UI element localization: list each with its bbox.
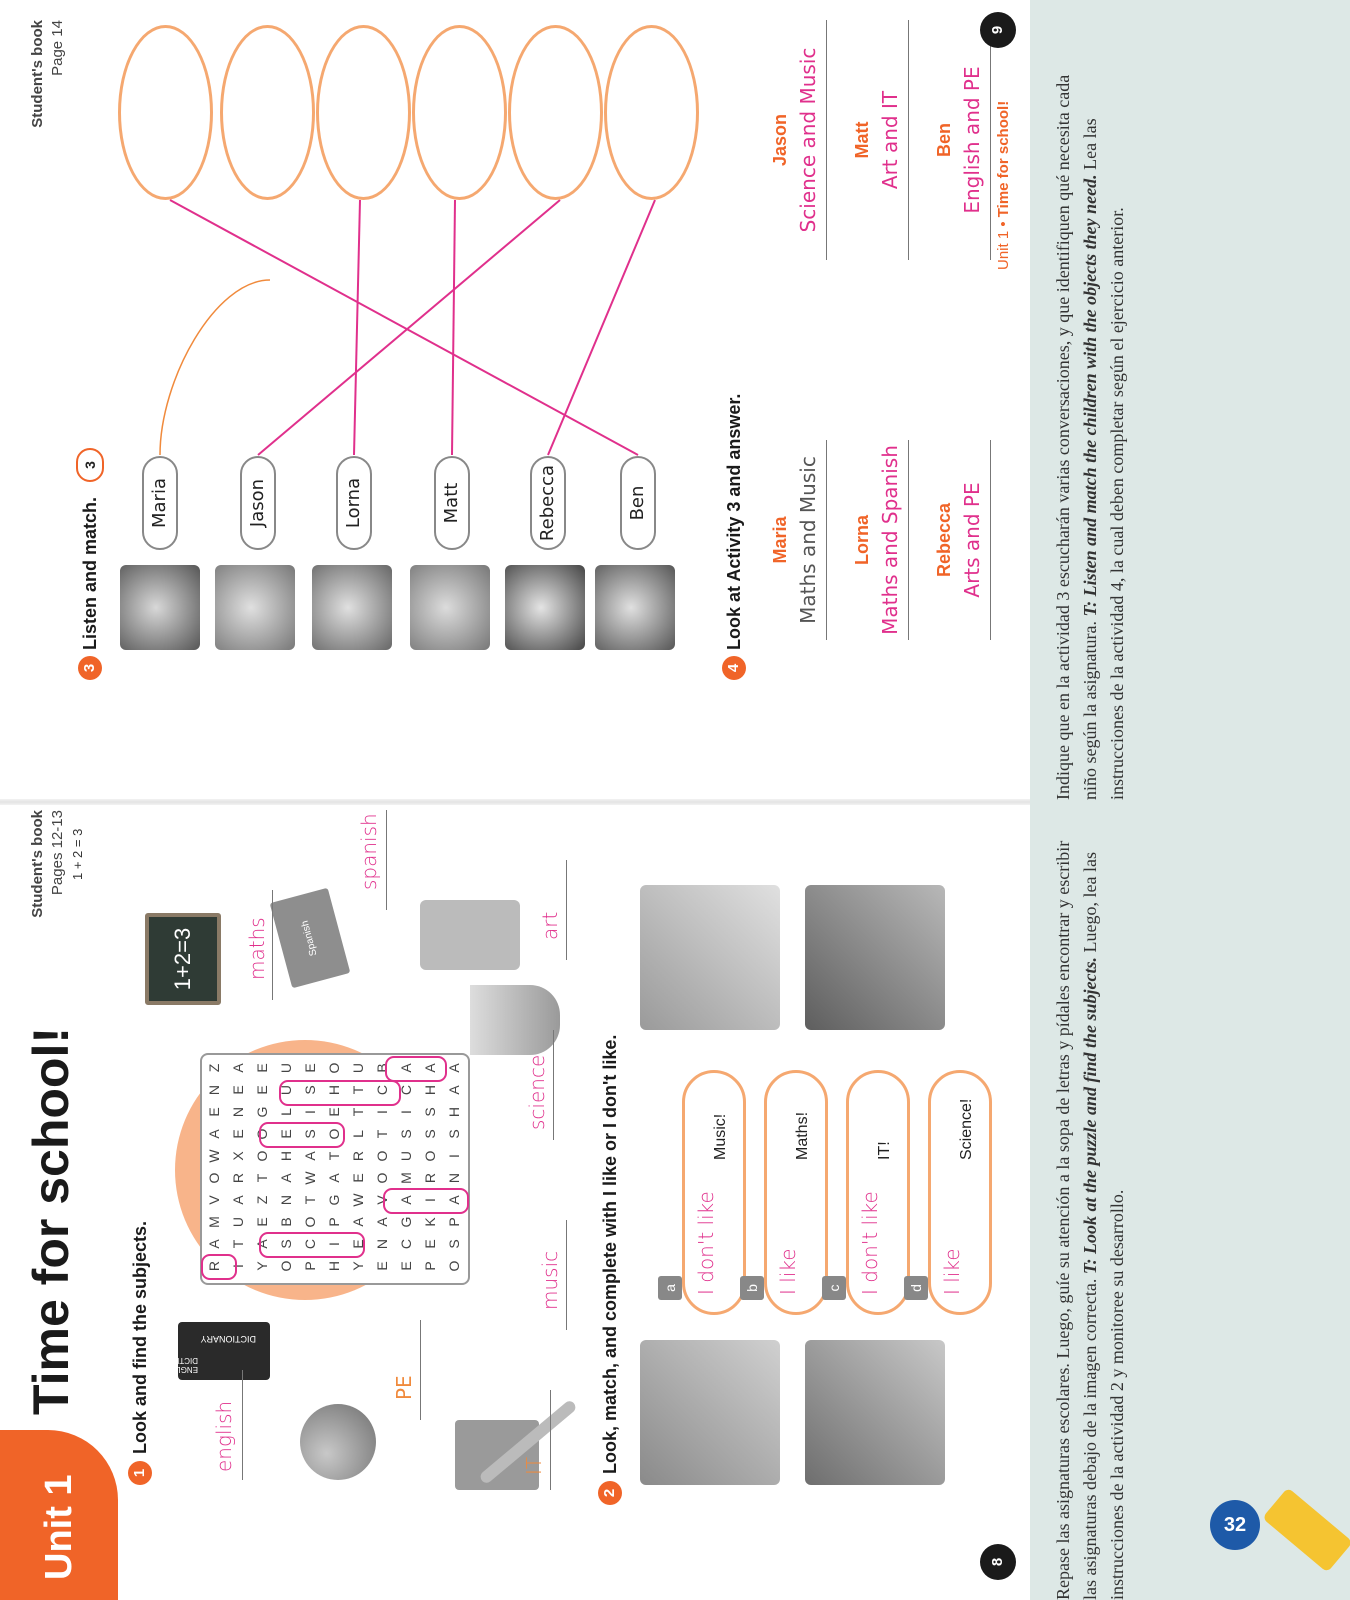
grid-letter: S (446, 1129, 462, 1139)
grid-letter: R (350, 1150, 366, 1162)
grid-letter: Z (206, 1063, 222, 1073)
dictionary-cover-text: ENGLISH DICTIONARY (148, 1356, 198, 1374)
grid-letter: S (422, 1129, 438, 1139)
sb-ref-title: Student's book (29, 810, 46, 918)
match-line-lorna (354, 200, 360, 455)
grid-letter: E (254, 1085, 270, 1095)
grid-letter: C (302, 1238, 318, 1250)
spanish-book-image (270, 888, 351, 989)
match-line-rebecca (548, 200, 655, 455)
activity-1-instruction: Look and find the subjects. (130, 1220, 150, 1454)
answer-line (908, 20, 909, 260)
name-chip-rebecca[interactable]: Rebecca (530, 456, 566, 550)
answer-line (908, 440, 909, 640)
grid-letter: L (278, 1108, 294, 1116)
grid-letter: I (326, 1242, 342, 1246)
objects-oval-board-recorder[interactable] (220, 25, 315, 200)
grid-letter: R (206, 1260, 222, 1272)
grid-letter: A (446, 1063, 462, 1073)
match-line-matt (452, 200, 455, 455)
grid-letter: R (422, 1172, 438, 1184)
circle-maths (202, 1255, 236, 1279)
grid-letter: V (206, 1195, 222, 1205)
sb-ref-title-right: Student's book (29, 20, 46, 128)
match-line-jason (258, 200, 560, 455)
match-line-maria (160, 280, 270, 455)
grid-letter: C (398, 1084, 414, 1096)
grid-letter: S (302, 1129, 318, 1139)
grid-letter: E (350, 1239, 366, 1249)
match-line-ben (170, 200, 638, 455)
grid-letter: A (446, 1195, 462, 1205)
answer-line (990, 440, 991, 640)
notes-left-text-2: Luego, lea las instrucciones de la actividad 2 y monitoree su desarrollo. (1080, 851, 1127, 1600)
notes-left-text-1: Repase las asignaturas escolares. Luego, guíe su atención a la sopa de letras y pídales encontrar y escribir las asignaturas debajo de la imagen correcta. (1053, 840, 1100, 1600)
activity-2-instruction: Look, match, and complete with I like or I don't like. (600, 1034, 620, 1474)
activity-1-number: 1 (128, 1461, 152, 1485)
grid-letter: T (326, 1151, 342, 1161)
answer-text-rebecca: Arts and PE (960, 482, 984, 598)
grid-letter: P (446, 1217, 462, 1227)
grid-letter: U (230, 1216, 246, 1228)
activity-4-number: 4 (722, 656, 746, 680)
notes-right-text-2: Lea las instrucciones de la actividad 4, la cual deben completar según el ejercicio anterior. (1080, 118, 1127, 800)
grid-letter: T (302, 1195, 318, 1205)
grid-letter: O (302, 1216, 318, 1228)
grid-letter: E (350, 1173, 366, 1183)
grid-letter: H (422, 1084, 438, 1096)
answer-pe: PE (392, 1375, 416, 1400)
grid-letter: B (374, 1063, 390, 1073)
answer-line (272, 890, 273, 1000)
circle-art (386, 1057, 446, 1081)
grid-letter: I (230, 1264, 246, 1268)
item-b-letter: b (740, 1276, 764, 1300)
sb-ref-pages: Pages 12-13 (49, 810, 66, 896)
grid-letter: O (326, 1062, 342, 1074)
grid-letter: T (254, 1173, 270, 1183)
grid-letter: A (350, 1217, 366, 1227)
laptop-image (455, 1420, 539, 1490)
grid-letter: I (398, 1110, 414, 1114)
answer-spanish: spanish (357, 813, 381, 890)
grid-letter: A (398, 1063, 414, 1073)
name-chip-maria[interactable]: Maria (142, 456, 178, 550)
photo-boy-maths-board (805, 885, 945, 1030)
answer-it: IT (522, 1456, 546, 1475)
grid-letter: E (230, 1129, 246, 1139)
notes-left-emphasis: T: Look at the puzzle and find the subjects. (1080, 956, 1100, 1275)
item-c-subject: IT! (876, 1141, 893, 1160)
item-b-subject: Maths! (794, 1111, 811, 1160)
activity-3-number: 3 (78, 656, 102, 680)
grid-letter: N (446, 1172, 462, 1184)
footer-unit: Unit 1 (995, 230, 1012, 270)
grid-letter: E (398, 1261, 414, 1271)
grid-letter: P (326, 1217, 342, 1227)
item-d-answer: I like (940, 1248, 964, 1295)
grid-letter: Y (350, 1261, 366, 1271)
grid-letter: V (374, 1195, 390, 1205)
grid-letter: H (446, 1106, 462, 1118)
answer-maths: maths (245, 917, 269, 980)
grid-letter: O (422, 1150, 438, 1162)
grid-letter: O (254, 1128, 270, 1140)
grid-letter: G (326, 1194, 342, 1206)
answer-line (242, 1370, 243, 1480)
grid-letter: O (254, 1150, 270, 1162)
unit-label: Unit 1 (38, 1474, 80, 1580)
activity-4-instruction: Look at Activity 3 and answer. (724, 393, 744, 650)
grid-letter: H (326, 1260, 342, 1272)
name-chip-lorna[interactable]: Lorna (336, 456, 372, 550)
answer-name-rebecca: Rebecca (934, 502, 954, 578)
grid-letter: O (326, 1128, 342, 1140)
grid-letter: Y (254, 1261, 270, 1271)
circle-spanish (260, 1233, 364, 1257)
grid-letter: P (302, 1261, 318, 1271)
grid-letter: W (350, 1193, 366, 1207)
teacher-notes-right (1050, 40, 1290, 800)
item-d-subject: Science! (958, 1098, 975, 1160)
dictionary-label: DICTIONARY (200, 1334, 256, 1344)
answer-name-lorna: Lorna (852, 515, 872, 566)
grid-letter: E (374, 1261, 390, 1271)
answer-science: science (525, 1054, 549, 1130)
grid-letter: A (374, 1217, 390, 1227)
grid-letter: U (278, 1084, 294, 1096)
grid-letter: A (278, 1173, 294, 1183)
answer-text-matt: Art and IT (878, 90, 902, 190)
photo-science-kids (640, 1340, 780, 1485)
left-page (0, 800, 1050, 1600)
activity-2-number: 2 (598, 1481, 622, 1505)
grid-letter: E (278, 1129, 294, 1139)
grid-letter: E (254, 1063, 270, 1073)
grid-letter: O (206, 1172, 222, 1184)
answer-line (826, 20, 827, 260)
circle-music (280, 1081, 400, 1105)
grid-letter: W (206, 1149, 222, 1163)
grid-letter: M (398, 1172, 414, 1184)
objects-oval-dictionary-ball[interactable] (118, 25, 213, 200)
answer-text-jason: Science and Music (796, 47, 820, 233)
answer-line (420, 1320, 421, 1420)
grid-letter: C (398, 1238, 414, 1250)
answer-text-ben: English and PE (960, 66, 984, 214)
item-a-letter: a (658, 1276, 682, 1300)
grid-letter: E (302, 1063, 318, 1073)
grid-letter: S (302, 1085, 318, 1095)
photo-girl-violin (640, 885, 780, 1030)
grid-letter: A (206, 1129, 222, 1139)
footer-title: Time for school! (995, 100, 1012, 218)
grid-letter: U (398, 1150, 414, 1162)
teacher-notes-left (1050, 820, 1290, 1600)
grid-letter: M (206, 1216, 222, 1228)
objects-oval-brushes-ball[interactable] (604, 25, 699, 200)
grid-letter: T (374, 1129, 390, 1139)
answer-art: art (538, 911, 562, 940)
grid-letter: E (254, 1217, 270, 1227)
item-a-subject: Music! (712, 1113, 729, 1160)
sb-ref-page-right: Page 14 (49, 20, 66, 76)
item-c-letter: c (822, 1276, 846, 1300)
objects-oval-board-book[interactable] (316, 25, 411, 200)
answer-line (990, 20, 991, 260)
grid-letter: L (350, 1130, 366, 1138)
name-chip-jason[interactable]: Jason (240, 456, 276, 550)
grid-letter: N (374, 1238, 390, 1250)
grid-letter: U (350, 1062, 366, 1074)
answer-line (386, 810, 387, 910)
grid-letter: S (398, 1129, 414, 1139)
answer-name-maria: Maria (770, 516, 790, 564)
grid-letter: K (422, 1217, 438, 1227)
answer-name-ben: Ben (934, 123, 954, 158)
grid-letter: W (302, 1171, 318, 1185)
footer-unit-title: Unit 1 • Time for school! (995, 100, 1012, 270)
word-search-circles (200, 1053, 470, 1285)
grid-letter: I (446, 1154, 462, 1158)
left-page-number: 8 (980, 1544, 1016, 1580)
name-chip-matt[interactable]: Matt (434, 456, 470, 550)
answer-text-maria: Maths and Music (796, 456, 820, 624)
item-d-letter: d (904, 1276, 928, 1300)
grid-letter: C (374, 1084, 390, 1096)
grid-letter: A (398, 1195, 414, 1205)
answer-name-jason: Jason (770, 113, 790, 167)
grid-letter: E (230, 1085, 246, 1095)
board-caption: 1 + 2 = 3 (70, 828, 85, 880)
flask-image (470, 985, 560, 1055)
teacher-page-number: 32 (1210, 1500, 1260, 1550)
grid-letter: O (374, 1172, 390, 1184)
grid-letter: A (446, 1085, 462, 1095)
grid-letter: U (278, 1062, 294, 1074)
student-book-ref (28, 810, 68, 990)
grid-letter: B (278, 1217, 294, 1227)
grid-letter: E (206, 1107, 222, 1117)
item-c-answer: I don't like (858, 1191, 882, 1295)
answer-line (550, 1390, 551, 1490)
grid-letter: T (350, 1107, 366, 1117)
spanish-book-label: Spanish (299, 919, 320, 958)
audio-track-number: 3 (82, 461, 98, 469)
answer-line (553, 1030, 554, 1140)
item-a-answer: I don't like (694, 1191, 718, 1295)
grid-letter: E (422, 1239, 438, 1249)
grid-letter: N (278, 1194, 294, 1206)
grid-letter: I (374, 1110, 390, 1114)
grid-letter: X (230, 1151, 246, 1161)
grid-letter: N (206, 1084, 222, 1096)
grid-letter: S (422, 1107, 438, 1117)
objects-oval-brushes-laptop[interactable] (412, 25, 507, 200)
answer-music: music (538, 1250, 562, 1310)
answer-english: english (212, 1400, 236, 1472)
grid-letter: S (446, 1239, 462, 1249)
notes-right-emphasis: T: Listen and match the children with the objects they need. (1080, 174, 1100, 617)
answer-text-lorna: Maths and Spanish (878, 445, 902, 635)
grid-letter: A (230, 1195, 246, 1205)
grid-letter: G (254, 1106, 270, 1118)
grid-letter: A (230, 1063, 246, 1073)
basketball-image (300, 1404, 376, 1480)
right-page (0, 0, 1050, 800)
grid-letter: G (398, 1216, 414, 1228)
paintbrushes-image (420, 900, 520, 970)
photo-boy-laptop (805, 1340, 945, 1485)
blackboard-image (145, 913, 221, 1005)
grid-letter: E (326, 1107, 342, 1117)
grid-letter: N (230, 1106, 246, 1118)
grid-letter: O (374, 1150, 390, 1162)
name-chip-ben[interactable]: Ben (620, 456, 656, 550)
answer-line (826, 440, 827, 640)
grid-letter: T (350, 1085, 366, 1095)
activity-3-instruction: Listen and match. (80, 496, 100, 650)
answer-name-matt: Matt (852, 121, 872, 159)
circle-science (260, 1123, 344, 1147)
grid-letter: O (278, 1260, 294, 1272)
item-b-answer: I like (776, 1248, 800, 1295)
grid-letter: A (206, 1239, 222, 1249)
grid-letter: I (422, 1198, 438, 1202)
grid-letter: A (302, 1151, 318, 1161)
page-title: Time for school! (23, 1026, 79, 1415)
grid-letter: H (326, 1084, 342, 1096)
grid-letter: A (422, 1063, 438, 1073)
grid-letter: P (422, 1261, 438, 1271)
grid-letter: I (302, 1110, 318, 1114)
notes-right-text-1: Indique que en la actividad 3 escucharán varias conversaciones, y que identifiquen qué necesita cada niño según la asignatura. (1053, 74, 1100, 800)
objects-oval-flask-recorder[interactable] (508, 25, 603, 200)
circle-english (384, 1189, 468, 1213)
blackboard-text: 1+2=3 (170, 927, 195, 991)
answer-line (566, 860, 567, 960)
grid-letter: T (230, 1239, 246, 1249)
grid-letter: R (230, 1172, 246, 1184)
grid-letter: Z (254, 1195, 270, 1205)
grid-letter: S (278, 1239, 294, 1249)
grid-letter: O (446, 1260, 462, 1272)
grid-letter: A (254, 1239, 270, 1249)
dictionary-image (148, 1322, 270, 1380)
grid-letter: H (278, 1150, 294, 1162)
grid-letter: A (326, 1173, 342, 1183)
answer-line (566, 1220, 567, 1330)
right-page-number: 9 (980, 12, 1016, 48)
